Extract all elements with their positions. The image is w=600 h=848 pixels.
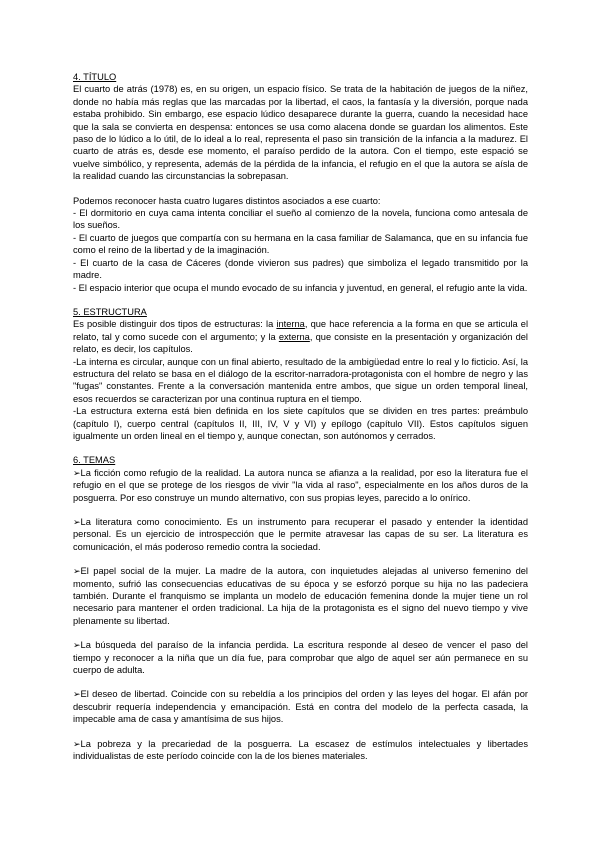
section-heading-titulo: 4. TÍTULO bbox=[73, 72, 117, 82]
tema-item: ➢La literatura como conocimiento. Es un instrumento para recuperar el pasado y entender la identidad personal. Es un ejercicio de introspección que le permite atravesar las capas de su ser. La literatura es comunicación, el más poderoso remedio contra la sociedad. bbox=[73, 517, 528, 552]
underlined-term-interna: interna bbox=[276, 319, 305, 330]
titulo-intro-list: Podemos reconocer hasta cuatro lugares distintos asociados a ese cuarto: bbox=[73, 195, 381, 206]
titulo-list-item: - El espacio interior que ocupa el mundo evocado de su infancia y juventud, en general, el refugio ante la vida. bbox=[73, 282, 528, 293]
tema-item: ➢La ficción como refugio de la realidad. La autora nunca se afianza a la realidad, por eso la literatura fue el refugio en el que se protege de los riesgos de vivir "la vida al raso", especialmente en los años duros de la posguerra. Por eso construye un mundo alternativo, con sus propias leyes, parecido a lo onírico. bbox=[73, 467, 528, 503]
section-heading-estructura: 5. ESTRUCTURA bbox=[73, 306, 147, 317]
tema-item: ➢La búsqueda del paraíso de la infancia perdida. La escritura responde al deseo de vencer el paso del tiempo y reconocer a la niña que un día fue, para comprobar que algo de aquel ser aún permanece en su cuerpo de adulta. bbox=[73, 640, 528, 676]
tema-item: ➢La pobreza y la precariedad de la posguerra. La escasez de estímulos intelectuales y libertades individualistas de este período coincide con la de los bienes materiales. bbox=[73, 738, 528, 762]
document-page bbox=[73, 71, 528, 763]
tema-item: ➢El deseo de libertad. Coincide con su rebeldía a los principios del orden y las leyes del hogar. El afán por descubrir requería independencia y emancipación. Está en contra del modelo de la perfecta casada, la impecable ama de casa y amantísima de sus hijos. bbox=[73, 689, 528, 725]
estructura-paragraph: Es posible distinguir dos tipos de estructuras: la interna, que hace referencia a la forma en que se articula el relato, tal y como sucede con el argumento; y la externa, que consiste en la presentación y organización del relato, es decir, los capítulos. bbox=[73, 319, 529, 355]
arrow-bullet-icon: ➢ bbox=[73, 517, 81, 527]
estructura-externa-paragraph: -La estructura externa está bien definida en los siete capítulos que se dividen en tres partes: preámbulo (capítulo I), cuerpo central (capítulos II, III, IV, V y VI) y epílogo (capítulo VII). Estos capítulos siguen igualmente un orden lineal en el tiempo y, aunque conectan, son autónomos y cerrados. bbox=[73, 406, 528, 441]
tema-item: ➢El papel social de la mujer. La madre de la autora, con inquietudes alejadas al universo femenino del momento, sufrió las consecuencias educativas de su época y se esforzó porque su hija no las padeciera también. Durante el franquismo se implanta un modelo de educación femenina donde la mujer tiene un rol necesario para mantener el orden tradicional. La hija de la protagonista es el signo del nuevo tiempo y vive plenamente su libertad. bbox=[73, 566, 528, 626]
estructura-interna-paragraph: -La interna es circular, aunque con un final abierto, resultado de la ambigüedad entre lo real y lo ficticio. Así, la estructura del relato se basa en el diálogo de la escritor-narradora-protagonista con el hombre de negro y las "fugas" constantes. Frente a la conversación mantenida entre ambos, que sigue un orden temporal lineal, esos recuerdos se caracterizan por una continua ruptura en el tiempo. bbox=[73, 356, 528, 404]
titulo-list-item: - El cuarto de la casa de Cáceres (donde vivieron sus padres) que simboliza el legado transmitido por la madre. bbox=[73, 257, 528, 281]
arrow-bullet-icon: ➢ bbox=[73, 467, 81, 478]
underlined-term-externa: externa bbox=[278, 331, 310, 342]
titulo-list-item: - El dormitorio en cuya cama intenta conciliar el sueño al comienzo de la novela, funciona como antesala de los sueños. bbox=[73, 208, 528, 231]
arrow-bullet-icon: ➢ bbox=[73, 566, 81, 577]
arrow-bullet-icon: ➢ bbox=[73, 640, 81, 651]
titulo-paragraph: El cuarto de atrás (1978) es, en su origen, un espacio físico. Se trata de la habitación de juegos de la niñez, donde no había más reglas que las marcadas por la libertad, el caos, la fantasía y la diversión, porque nada estaba prohibido. Sin embargo, ese espacio lúdico desaparece durante la guerra, cuando la necesidad hace que la sala se convierta en despensa: entonces se usa como alacena donde se guardan los alimentos. Este paso de lo lúdico a lo útil, de lo ideal a lo real, representa el paso sin transición de la infancia a la madurez. El cuarto de atrás es, desde ese momento, el paraíso perdido de la autora. Con el tiempo, este espació se vuelve simbólico, y representa, además de la pérdida de la infancia, el refugio en el que la autora se aísla de la realidad cuando las circunstancias la sobrepasan. bbox=[73, 84, 528, 182]
arrow-bullet-icon: ➢ bbox=[73, 689, 81, 700]
section-heading-temas: 6. TEMAS bbox=[73, 455, 116, 466]
arrow-bullet-icon: ➢ bbox=[73, 738, 81, 749]
titulo-list-item: - El cuarto de juegos que compartía con su hermana en la casa familiar de Salamanca, que en su infancia fue como el reino de la libertad y de la imaginación. bbox=[73, 232, 528, 256]
